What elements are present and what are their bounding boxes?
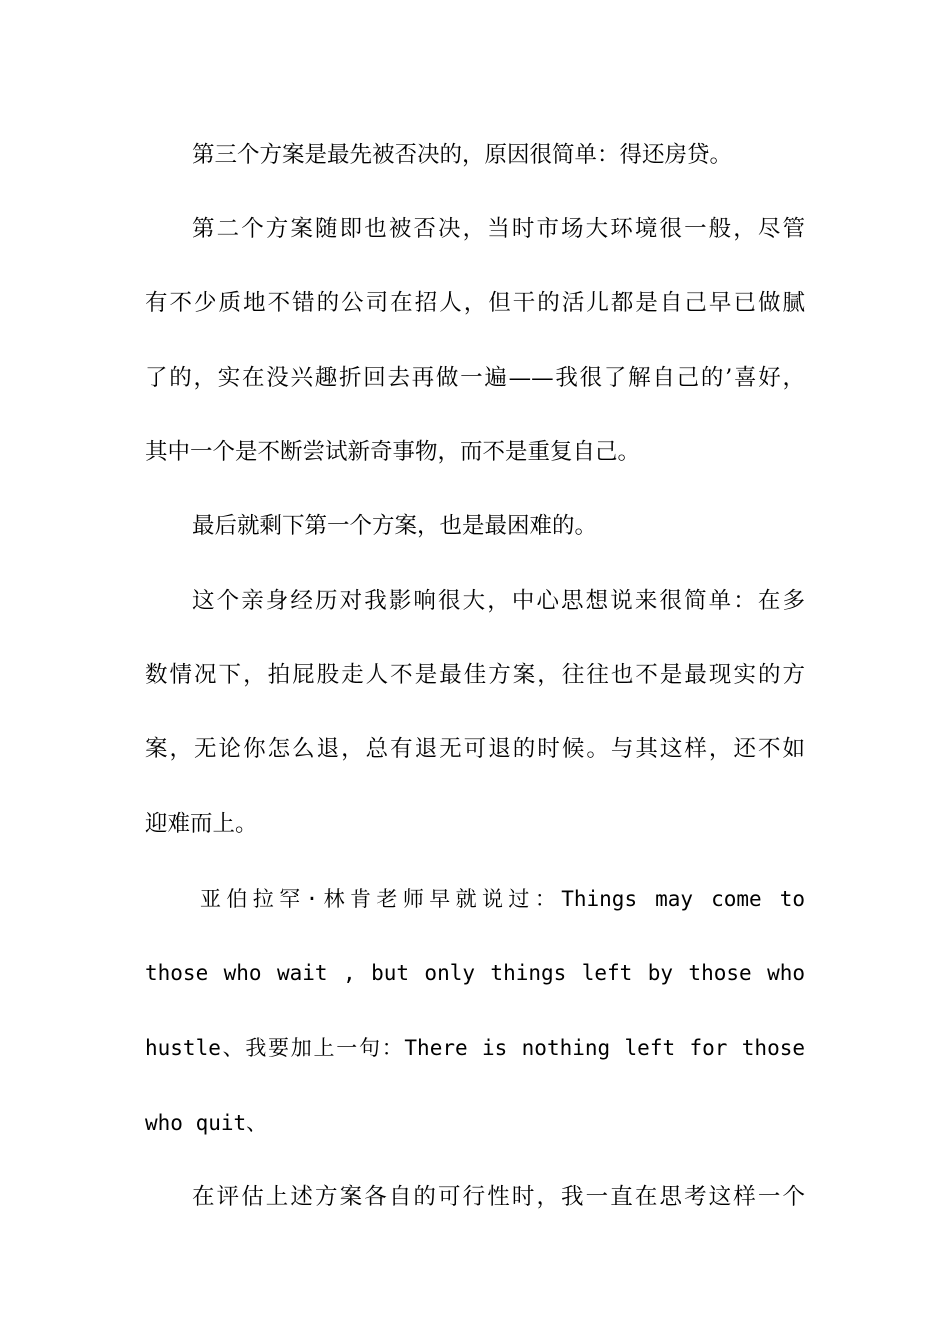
paragraph-5-line-3: hustle、我要加上一句：There is nothing left for those [145,1036,805,1060]
paragraph-5-line-1: 亚伯拉罕·林肯老师早就说过：Things may come to [200,887,805,911]
paragraph-3-line-1: 最后就剩下第一个方案，也是最困难的。 [192,513,598,539]
paragraph-1-line-1: 第三个方案是最先被否决的，原因很简单：得还房贷。 [192,142,733,168]
paragraph-2-line-3: 了的，实在没兴趣折回去再做一遍——我很了解自己的’喜好， [145,365,805,391]
paragraph-6-line-1: 在评估上述方案各自的可行性时，我一直在思考这样一个 [192,1184,805,1210]
paragraph-4-line-3: 案，无论你怎么退，总有退无可退的时候。与其这样，还不如 [145,736,805,762]
paragraph-2-line-4: 其中一个是不断尝试新奇事物，而不是重复自己。 [145,439,641,465]
paragraph-4-line-4: 迎难而上。 [145,811,258,837]
paragraph-4-line-1: 这个亲身经历对我影响很大，中心思想说来很简单：在多 [192,588,805,614]
paragraph-2-line-1: 第二个方案随即也被否决，当时市场大环境很一般，尽管 [192,216,805,242]
paragraph-5-line-2: those who wait , but only things left by those who [145,961,805,985]
paragraph-2-line-2: 有不少质地不错的公司在招人，但干的活儿都是自己早已做腻 [145,290,805,316]
paragraph-5-line-4: who quit、 [145,1111,268,1135]
paragraph-4-line-2: 数情况下，拍屁股走人不是最佳方案，往往也不是最现实的方 [145,662,805,688]
